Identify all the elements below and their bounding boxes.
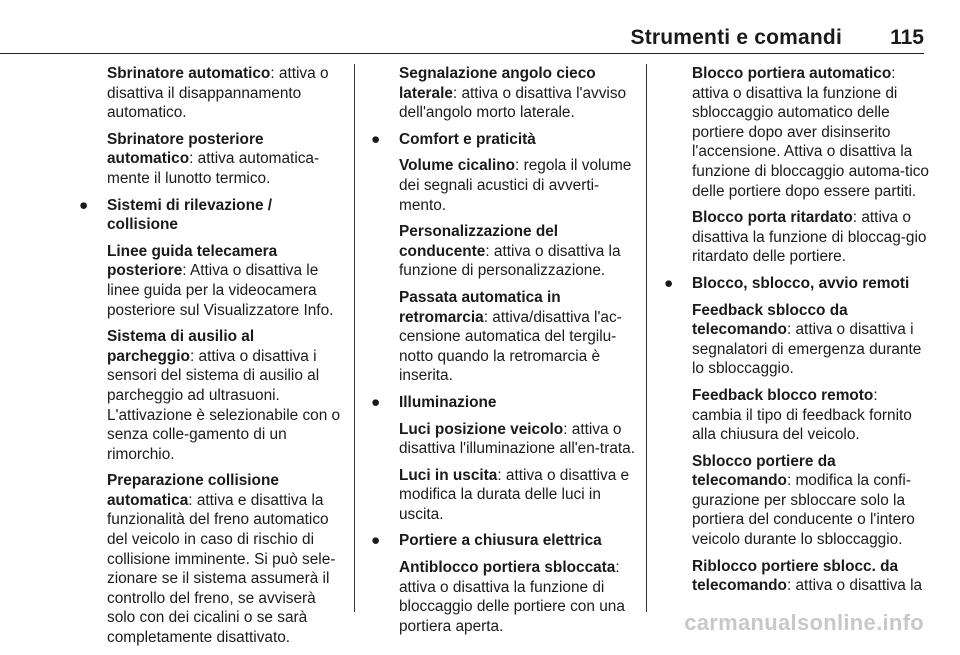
setting-description — [692, 452, 930, 550]
bullet-heading-text: Blocco, sblocco, avvio remoti — [692, 274, 910, 292]
setting-text: : attiva o disattiva la funzione di sbloccaggio automatico delle portiere dopo aver disinserito l'accensione. Attiva o disattiva la funzione di bloccaggio automa-tico delle portiere dopo essere partiti. — [692, 65, 929, 200]
watermark: carmanualsonline.info — [684, 610, 924, 635]
setting-description — [399, 288, 637, 386]
setting-text: : attiva automatica-mente il lunotto termico. — [107, 150, 320, 187]
setting-description — [399, 64, 637, 123]
setting-term: Feedback blocco remoto — [692, 386, 874, 404]
section-title: Strumenti e comandi — [630, 26, 842, 49]
setting-text: : attiva o disattiva la funzione di bloccag-gio ritardato delle portiere. — [692, 209, 927, 266]
bullet-heading-text: Comfort e praticità — [399, 130, 536, 148]
setting-term: Luci posizione veicolo — [399, 420, 564, 438]
text-column-3 — [664, 64, 930, 603]
setting-term: Sistema di ausilio al parcheggio — [107, 328, 255, 365]
setting-text: : attiva o disattiva e modifica la durata delle luci in uscita. — [399, 466, 630, 523]
setting-text: : attiva/disattiva l'ac-censione automatica del tergilu-notto quando la retromarcia è inserita. — [399, 308, 622, 385]
bullet-heading-text: Portiere a chiusura elettrica — [399, 532, 602, 550]
bullet-dot-icon: ● — [371, 393, 381, 411]
setting-term: Blocco portiera automatico — [692, 65, 892, 82]
setting-text: : attiva o disattiva i sensori del sistema di ausilio al parcheggio ad ultrasuoni. L'attivazione è selezionabile con o senza colle-gamento di un rimorchio. — [107, 347, 341, 463]
setting-description — [399, 466, 637, 525]
setting-description — [399, 156, 637, 215]
setting-term: Linee guida telecamera posteriore — [107, 242, 278, 280]
bullet-heading — [664, 274, 930, 294]
bullet-heading-text: Illuminazione — [399, 393, 497, 411]
setting-term: Preparazione collisione automatica — [107, 472, 279, 509]
setting-description — [107, 64, 345, 123]
setting-text: : attiva o disattiva la funzione di bloccaggio delle portiere con una portiera aperta. — [399, 559, 625, 635]
bullet-dot-icon: ● — [371, 532, 381, 550]
setting-text: : Attiva o disattiva le linee guida per la videocamera posteriore sul Visualizzatore Info. — [107, 262, 334, 319]
setting-text: : attiva e disattiva la funzionalità del freno automatico del veicolo in caso di rischio di collisione imminente. Si può sele-zionare se il sistema assumerà il controllo del freno, se avviserà solo con dei cicalini o se sarà completamente disattivato. — [107, 491, 336, 647]
setting-term: Passata automatica in retromarcia — [399, 288, 561, 326]
bullet-dot-icon: ● — [79, 196, 89, 214]
setting-description — [692, 64, 930, 201]
setting-description — [692, 301, 930, 379]
setting-term: Volume cicalino — [399, 157, 516, 175]
setting-text: : attiva o disattiva l'avviso dell'angolo morto laterale. — [399, 84, 627, 122]
bullet-dot-icon: ● — [371, 130, 381, 148]
setting-text: : attiva o disattiva l'illuminazione all'en-trata. — [399, 420, 635, 458]
bullet-heading — [79, 196, 345, 235]
page-number: 115 — [890, 26, 924, 49]
bullet-heading-text: Sistemi di rilevazione / collisione — [107, 196, 273, 234]
setting-description — [107, 327, 345, 464]
bullet-dot-icon: ● — [664, 274, 674, 292]
setting-term: Luci in uscita — [399, 466, 498, 484]
setting-text: : cambia il tipo di feedback fornito alla chiusura del veicolo. — [692, 386, 912, 444]
setting-description — [692, 557, 930, 596]
page-header — [0, 0, 960, 56]
column-divider-1 — [354, 64, 355, 612]
bullet-heading — [371, 130, 637, 150]
setting-description — [399, 420, 637, 459]
setting-term: Sbrinatore posteriore automatico — [107, 130, 264, 168]
setting-term: Segnalazione angolo cieco laterale — [399, 65, 596, 102]
setting-description — [107, 130, 345, 189]
setting-term: Personalizzazione del conducente — [399, 223, 559, 260]
setting-text: : attiva o disattiva la — [786, 577, 923, 595]
header-divider — [0, 53, 924, 54]
setting-description — [692, 208, 930, 267]
setting-text: : regola il volume dei segnali acustici di avverti-mento. — [399, 157, 632, 214]
bullet-heading — [371, 393, 637, 413]
text-column-2 — [371, 64, 637, 643]
text-column-1 — [79, 64, 345, 655]
column-divider-2 — [646, 64, 647, 612]
bullet-heading — [371, 531, 637, 551]
setting-text: : modifica la confi-gurazione per sbloccare solo la portiera del conducente o l'intero veicolo durante lo sbloccaggio. — [692, 472, 915, 549]
setting-term: Antiblocco portiera sbloccata — [399, 559, 616, 577]
setting-description — [692, 386, 930, 445]
setting-term: Feedback sblocco da telecomando — [692, 301, 848, 339]
setting-description — [399, 222, 637, 281]
setting-text: : attiva o disattiva la funzione di personalizzazione. — [399, 242, 621, 280]
setting-description — [107, 471, 345, 647]
setting-description — [107, 242, 345, 320]
setting-term: Sbrinatore automatico — [107, 65, 271, 82]
setting-text: : attiva o disattiva i segnalatori di emergenza durante lo sbloccaggio. — [692, 321, 922, 378]
setting-term: Blocco porta ritardato — [692, 209, 853, 227]
setting-text: : attiva o disattiva il disappannamento automatico. — [107, 65, 329, 122]
setting-description — [399, 558, 637, 636]
setting-term: Riblocco portiere sblocc. da telecomando — [692, 557, 899, 595]
setting-term: Sblocco portiere da telecomando — [692, 452, 836, 490]
